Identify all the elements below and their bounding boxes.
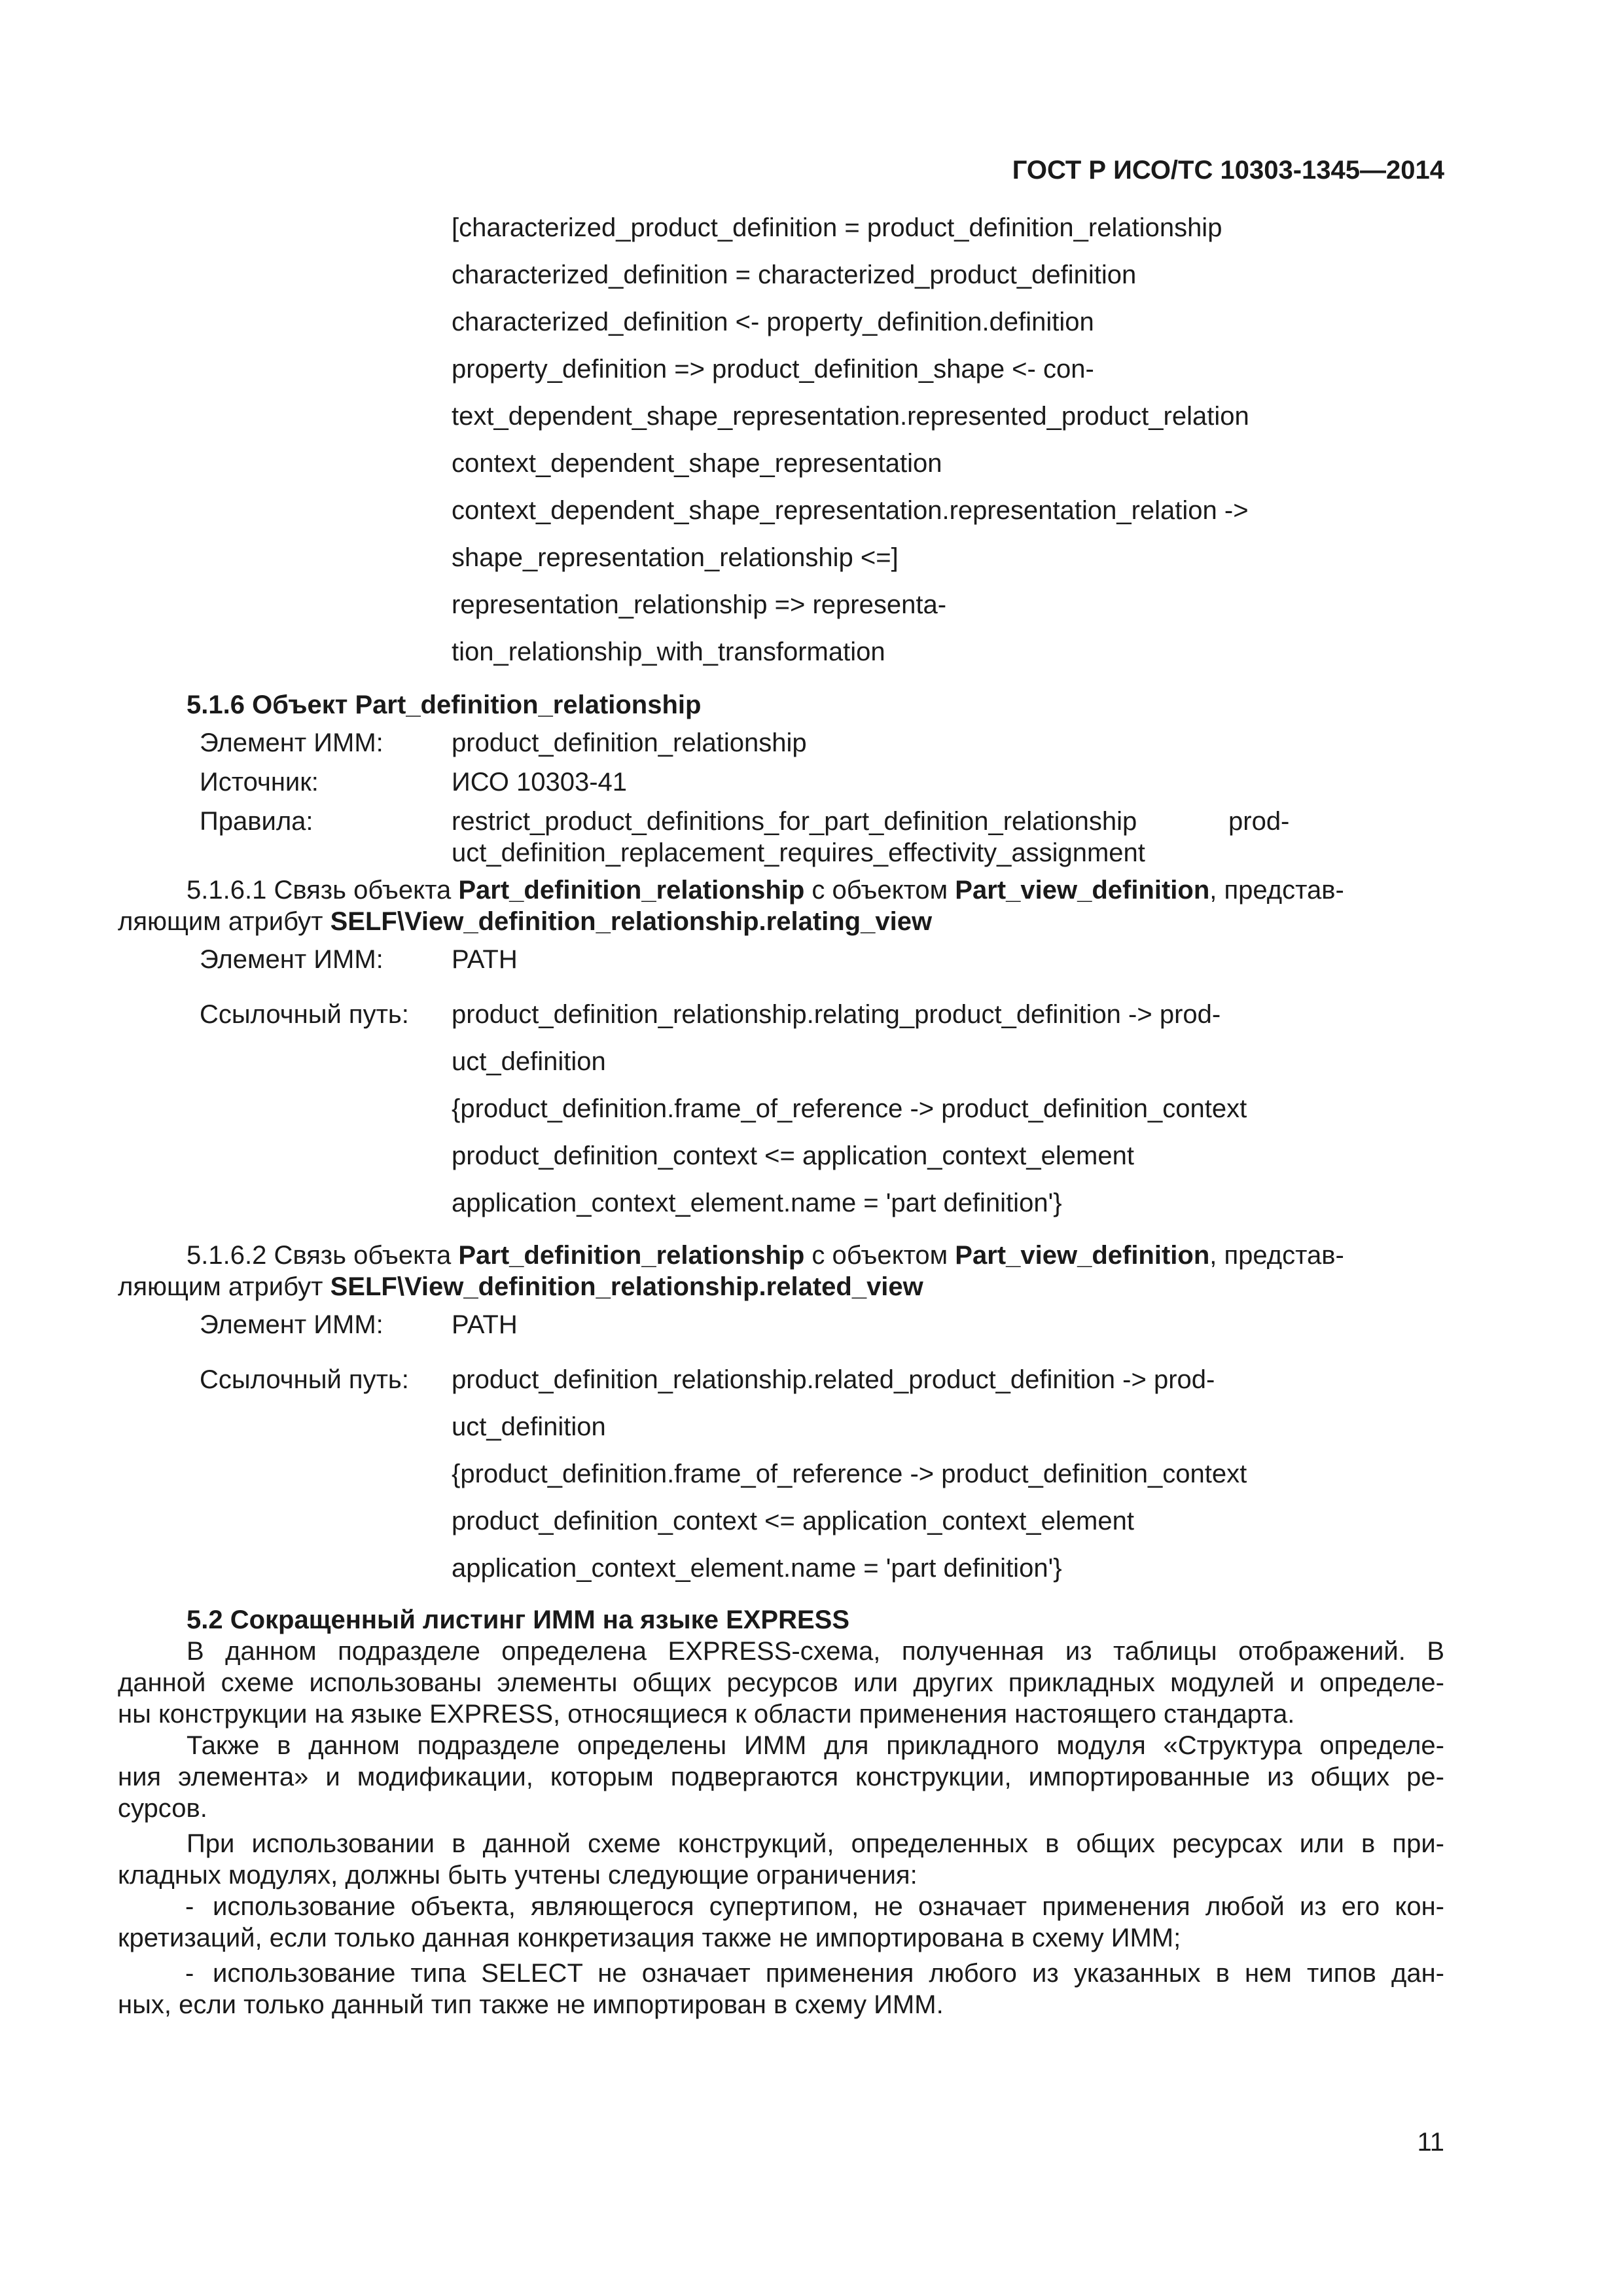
- path-line: product_definition_context <= application_context_element: [452, 1141, 1134, 1170]
- text-line: использование типа SELECT не означает применения любого из указанных в нем типов дан-: [213, 1959, 1444, 1988]
- text: с объектом: [804, 876, 955, 905]
- label-reference-path: Ссылочный путь:: [200, 1365, 409, 1394]
- path-line: product_definition_relationship.related_product_definition -> prod-: [452, 1365, 1215, 1394]
- rules-line: restrict_product_definitions_for_part_definition_relationship: [452, 807, 1137, 836]
- rules-line: uct_definition_replacement_requires_effectivity_assignment: [452, 838, 1145, 867]
- text: 5.1.6.2 Связь объекта: [187, 1241, 459, 1270]
- text-line: кладных модулях, должны быть учтены следующие ограничения:: [118, 1861, 918, 1890]
- path-line: product_definition_context <= application_context_element: [452, 1507, 1134, 1535]
- entity-name: Part_definition_relationship: [458, 1241, 805, 1270]
- path-line: application_context_element.name = 'part definition'}: [452, 1189, 1062, 1217]
- code-line: context_dependent_shape_representation.representation_relation ->: [452, 496, 1249, 525]
- entity-name: Part_definition_relationship: [458, 876, 805, 905]
- label-element: Элемент ИММ:: [200, 728, 383, 757]
- document-header: ГОСТ Р ИСО/ТС 10303-1345—2014: [1012, 156, 1444, 185]
- section-heading-5-2: 5.2 Сокращенный листинг ИММ на языке EXPRESS: [187, 1605, 850, 1634]
- code-line: context_dependent_shape_representation: [452, 449, 942, 478]
- path-line: uct_definition: [452, 1412, 606, 1441]
- attribute-path: SELF\View_definition_relationship.related_view: [330, 1272, 923, 1301]
- text-line: ния элемента» и модификации, которым подвергаются конструкции, импортированные из общих ре-: [118, 1763, 1444, 1791]
- attribute-path: SELF\View_definition_relationship.relating_view: [330, 907, 933, 936]
- code-line: shape_representation_relationship <=]: [452, 543, 899, 572]
- code-line: tion_relationship_with_transformation: [452, 637, 885, 666]
- text-line: При использовании в данной схеме конструкций, определенных в общих ресурсах или в при-: [187, 1829, 1444, 1858]
- text: 5.1.6.1 Связь объекта: [187, 876, 459, 905]
- value-element: PATH: [452, 945, 518, 974]
- page-number: 11: [1417, 2128, 1444, 2157]
- text-line: сурсов.: [118, 1794, 207, 1823]
- value-element: PATH: [452, 1310, 518, 1339]
- path-line: {product_definition.frame_of_reference -> product_definition_context: [452, 1460, 1247, 1488]
- value-element: product_definition_relationship: [452, 728, 807, 757]
- value-source: ИСО 10303-41: [452, 768, 628, 797]
- paragraph-5-1-6-2: [187, 1242, 1344, 1268]
- path-line: uct_definition: [452, 1047, 606, 1076]
- text: , представ-: [1209, 876, 1344, 905]
- code-line: representation_relationship => representa-: [452, 590, 947, 619]
- text-line: В данном подразделе определена EXPRESS-схема, полученная из таблицы отображений. В: [187, 1637, 1444, 1666]
- text: ляющим атрибут: [118, 1272, 330, 1301]
- label-reference-path: Ссылочный путь:: [200, 1000, 409, 1029]
- text-line: кретизаций, если только данная конкретизация также не импортирована в схему ИММ;: [118, 1924, 1181, 1952]
- bullet-mark: -: [185, 1892, 194, 1921]
- text-line: использование объекта, являющегося супертипом, не означает применения любой из его кон-: [213, 1892, 1444, 1921]
- label-element: Элемент ИММ:: [200, 945, 383, 974]
- entity-name: Part_view_definition: [955, 876, 1210, 905]
- paragraph-5-1-6-1: [187, 877, 1344, 903]
- label-source: Источник:: [200, 768, 319, 797]
- text-line: Также в данном подразделе определены ИММ для прикладного модуля «Структура определе-: [187, 1731, 1444, 1760]
- path-line: application_context_element.name = 'part definition'}: [452, 1554, 1062, 1583]
- rules-line-hyphen: prod-: [1228, 807, 1290, 836]
- paragraph-5-1-6-1-cont: [118, 908, 932, 935]
- text-line: ных, если только данный тип также не импортирован в схему ИММ.: [118, 1990, 944, 2019]
- text: ляющим атрибут: [118, 907, 330, 936]
- text: , представ-: [1209, 1241, 1344, 1270]
- text-line: данной схеме использованы элементы общих ресурсов или других прикладных модулей и определе-: [118, 1668, 1444, 1697]
- label-rules: Правила:: [200, 807, 313, 836]
- path-line: product_definition_relationship.relating_product_definition -> prod-: [452, 1000, 1221, 1029]
- label-element: Элемент ИММ:: [200, 1310, 383, 1339]
- code-line: characterized_definition <- property_definition.definition: [452, 308, 1094, 336]
- code-line: characterized_definition = characterized_product_definition: [452, 260, 1137, 289]
- text-line: ны конструкции на языке EXPRESS, относящиеся к области применения настоящего стандарта.: [118, 1700, 1295, 1729]
- code-line: text_dependent_shape_representation.represented_product_relation: [452, 402, 1249, 431]
- bullet-mark: -: [185, 1959, 194, 1988]
- paragraph-5-1-6-2-cont: [118, 1274, 923, 1300]
- code-line: [characterized_product_definition = product_definition_relationship: [452, 213, 1222, 242]
- section-heading-5-1-6: 5.1.6 Объект Part_definition_relationship: [187, 691, 702, 719]
- text: с объектом: [804, 1241, 955, 1270]
- code-line: property_definition => product_definition_shape <- con-: [452, 355, 1094, 384]
- entity-name: Part_view_definition: [955, 1241, 1210, 1270]
- path-line: {product_definition.frame_of_reference -> product_definition_context: [452, 1094, 1247, 1123]
